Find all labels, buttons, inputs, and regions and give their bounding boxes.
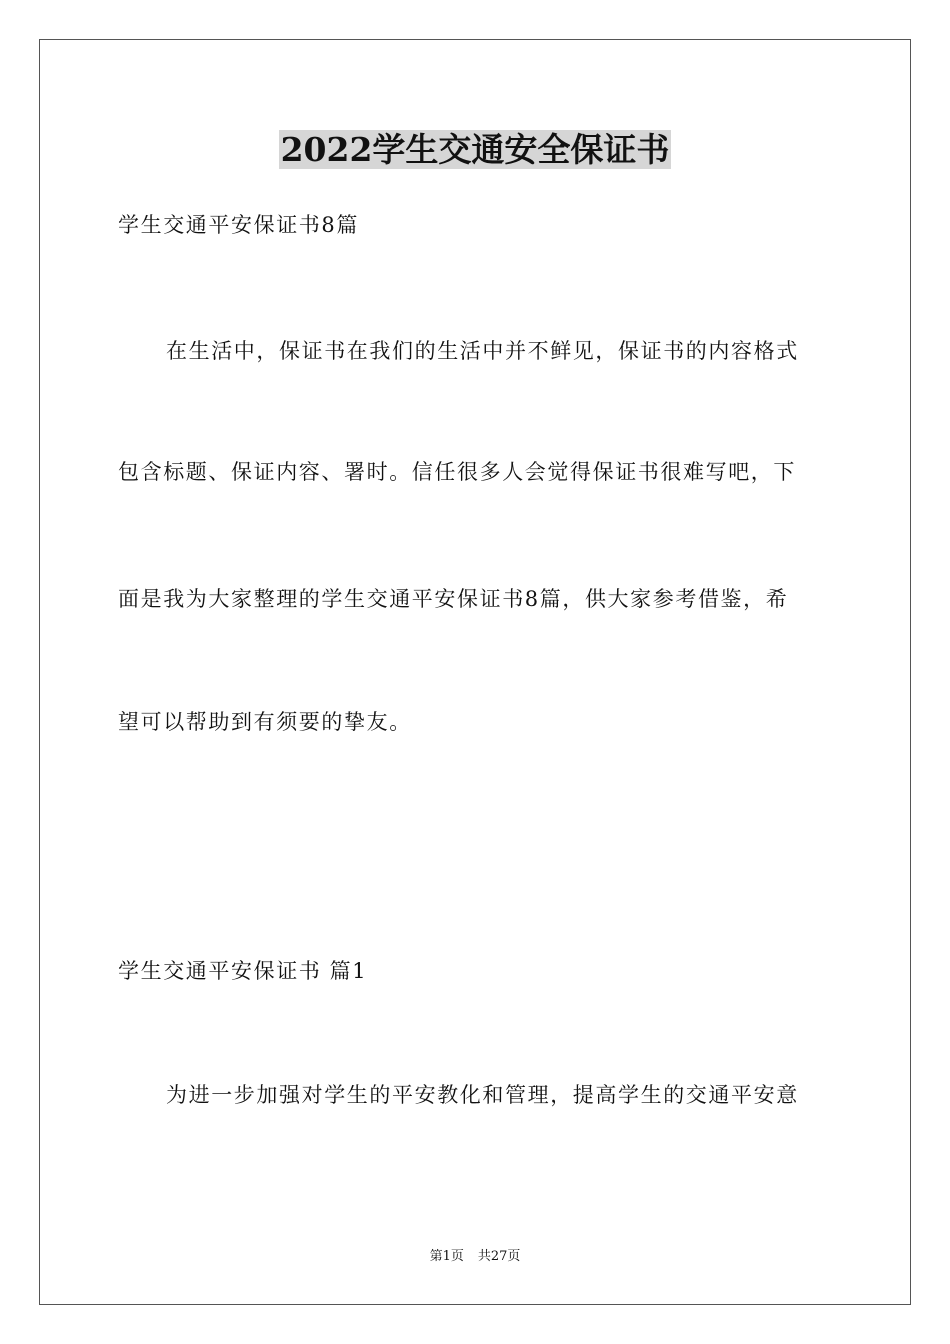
document-subtitle: 学生交通平安保证书8篇 — [118, 213, 359, 237]
page-footer — [0, 1248, 950, 1266]
intro-paragraph-line-3: 面是我为大家整理的学生交通平安保证书8篇，供大家参考借鉴，希 — [118, 587, 789, 611]
intro-paragraph-line-4: 望可以帮助到有须要的挚友。 — [118, 710, 412, 734]
section-heading: 学生交通平安保证书 篇1 — [118, 959, 368, 983]
intro-paragraph-line-2: 包含标题、保证内容、署时。信任很多人会觉得保证书很难写吧，下 — [118, 460, 796, 484]
page-number: 第1页 — [429, 1249, 464, 1264]
intro-paragraph-line-1: 在生活中，保证书在我们的生活中并不鲜见，保证书的内容格式 — [166, 339, 799, 363]
document-title — [0, 128, 950, 172]
section-paragraph-line-1: 为进一步加强对学生的平安教化和管理，提高学生的交通平安意 — [166, 1083, 799, 1107]
document-title-text: 2022学生交通安全保证书 — [280, 130, 670, 169]
page-total: 共27页 — [477, 1249, 521, 1264]
